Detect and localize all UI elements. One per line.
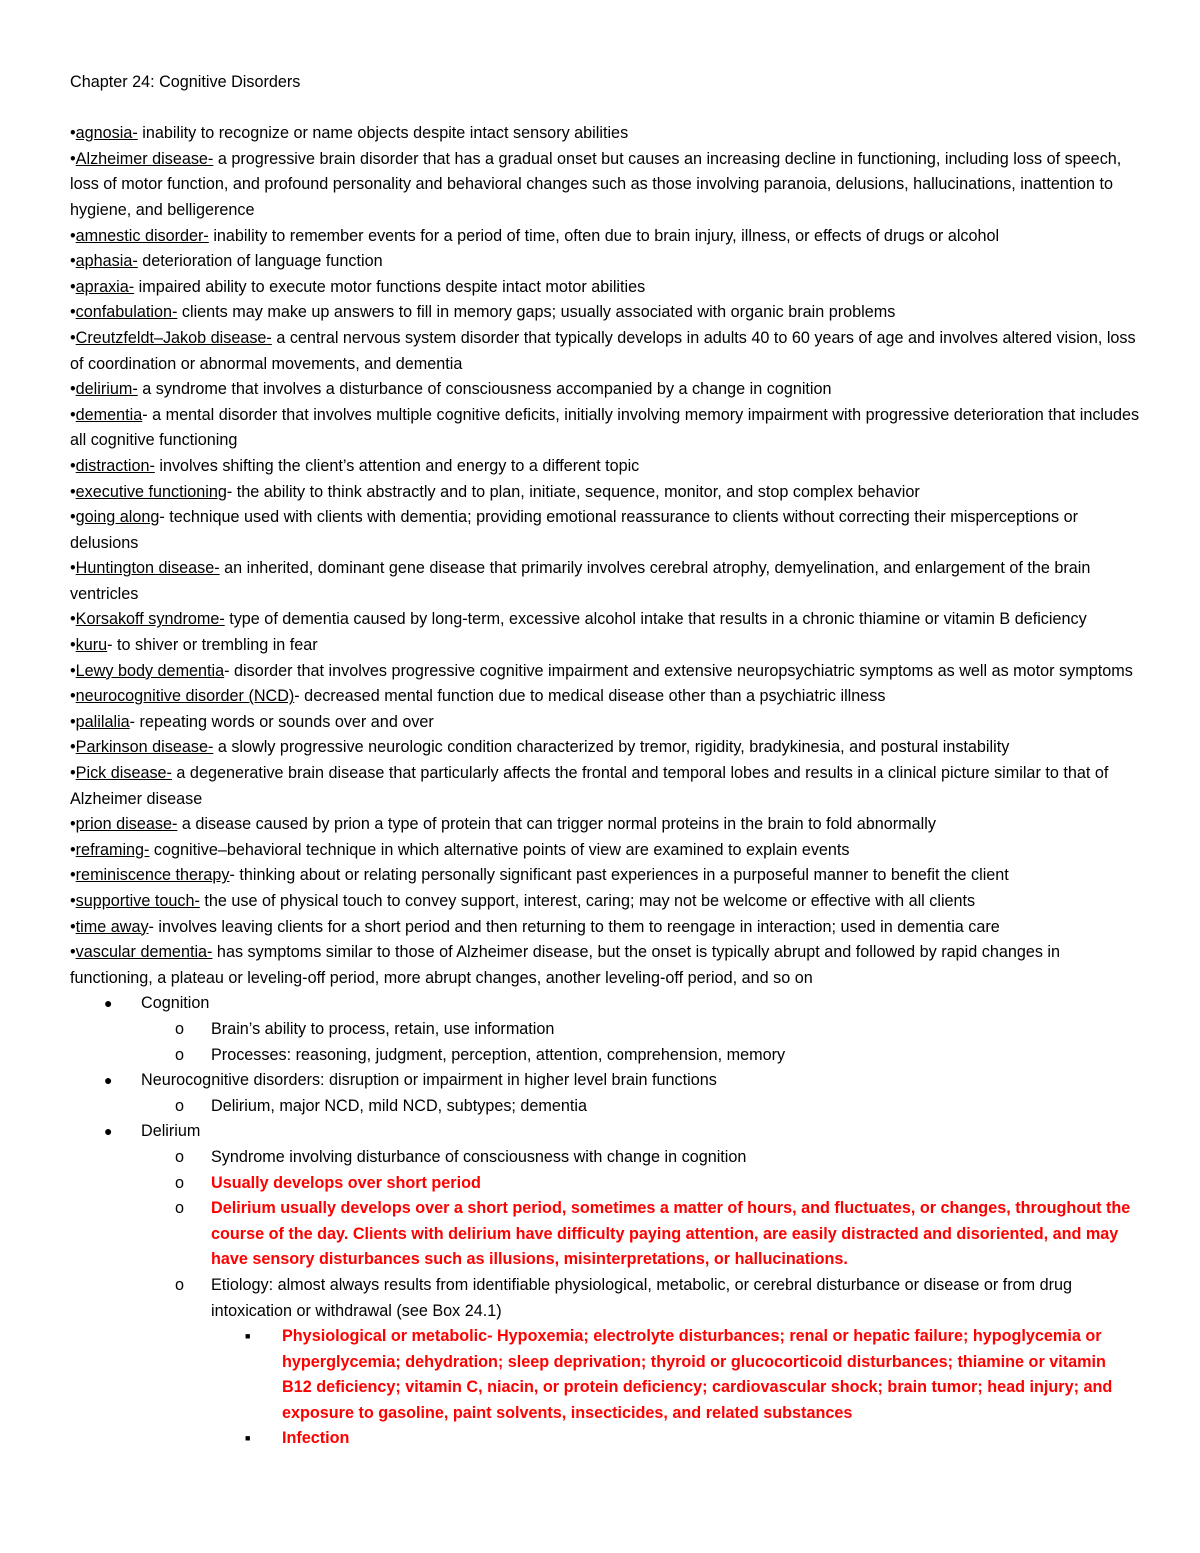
bullet-icon: • [70,456,76,475]
outline-text: Cognition [141,994,210,1013]
glossary-definition: - repeating words or sounds over and over [129,712,434,731]
hollow-bullet-icon: o [175,1096,185,1115]
glossary-definition: an inherited, dominant gene disease that primarily involves cerebral atrophy, demyelination, and enlargement of the brain ventricles [70,559,1091,603]
bullet-icon: • [70,277,76,296]
glossary-term: time away [75,917,149,936]
glossary-entry [70,480,1140,506]
bullet-icon: • [70,712,76,731]
glossary-definition: - technique used with clients with dementia; providing emotional reassurance to clients without correcting their misperceptions or delusions [70,508,1079,552]
square-bullet-icon: ■ [245,1331,251,1342]
glossary-definition: has symptoms similar to those of Alzheimer disease, but the onset is typically abrupt and followed by rapid changes in functioning, a plateau or leveling-off period, more abrupt changes, another leveling-off period, and so on [70,943,1061,987]
outline-text: Delirium usually develops over a short period, sometimes a matter of hours, and fluctuates, or changes, throughout the course of the day. Clients with delirium have difficulty paying attention, are easily distracted and disoriented, and may have sensory disturbances such as illusions, misinterpretations, or hallucinations. [211,1199,1131,1269]
glossary-definition: cognitive–behavioral technique in which alternative points of view are examined to explain events [149,840,850,859]
outline-item-level-2 [70,1043,1140,1069]
hollow-bullet-icon: o [175,1173,185,1192]
glossary-term: executive functioning [75,482,227,501]
outline-text: Usually develops over short period [211,1173,481,1192]
glossary-term: Parkinson disease- [75,738,214,757]
outline-item-level-1 [70,1119,1140,1145]
bullet-icon: • [70,124,76,143]
glossary-entry [70,940,1140,991]
bullet-icon: • [70,840,76,859]
bullet-icon: • [70,226,76,245]
hollow-bullet-icon: o [175,1199,185,1218]
glossary-entry [70,684,1140,710]
glossary-entry [70,505,1140,556]
bullet-icon: • [70,610,76,629]
bullet-icon: • [70,482,76,501]
glossary-definition: inability to remember events for a period of time, often due to brain injury, illness, or effects of drugs or alcohol [208,226,1000,245]
filled-bullet-icon: ● [104,1072,113,1089]
filled-bullet-icon: ● [104,995,113,1012]
bullet-icon: • [70,815,76,834]
outline-text: Delirium, major NCD, mild NCD, subtypes; dementia [211,1096,588,1115]
hollow-bullet-icon: o [175,1275,185,1294]
bullet-icon: • [70,764,76,783]
bullet-icon: • [70,866,76,885]
bullet-icon: • [70,687,76,706]
bullet-icon: • [70,328,76,347]
glossary-definition: a central nervous system disorder that typically develops in adults 40 to 60 years of age and involves altered vision, loss of coordination or abnormal movements, and dementia [70,328,1136,373]
glossary-definition: - a mental disorder that involves multiple cognitive deficits, initially involving memory impairment with progressive deterioration that includes all cognitive functioning [70,405,1140,450]
bullet-icon: • [70,149,76,168]
outline-text: Processes: reasoning, judgment, perception, attention, comprehension, memory [211,1045,786,1064]
outline-item-level-2 [70,1273,1140,1324]
bullet-icon: • [70,636,76,655]
glossary-definition: inability to recognize or name objects despite intact sensory abilities [137,124,629,143]
glossary-term: Alzheimer disease- [75,149,214,168]
glossary-term: dementia [75,405,143,424]
glossary-entry [70,249,1140,275]
outline-item-level-2 [70,1145,1140,1171]
bullet-icon: • [70,380,76,399]
bullet-icon: • [70,303,76,322]
glossary-entry [70,761,1140,812]
glossary-term: Creutzfeldt–Jakob disease- [75,328,272,347]
outline-text: Physiological or metabolic- Hypoxemia; electrolyte disturbances; renal or hepatic failure; hypoglycemia or hyperglycemia; dehydration; sleep deprivation; thyroid or glucocorticoid disturbances; thiamine or vitamin B12 deficiency; vitamin C, niacin, or protein deficiency; cardiovascular shock; brain tumor; head injury; and exposure to gasoline, paint solvents, insecticides, and related substances [282,1327,1113,1422]
bullet-icon: • [70,892,76,910]
glossary-entry [70,607,1140,633]
outline-text: Neurocognitive disorders: disruption or impairment in higher level brain functions [141,1071,717,1090]
bullet-icon: • [70,405,76,424]
bullet-icon: • [70,508,76,527]
outline-text: Etiology: almost always results from identifiable physiological, metabolic, or cerebral disturbance or disease or from drug intoxication or withdrawal (see Box 24.1) [211,1275,1073,1320]
glossary-entry [70,889,1140,915]
glossary-entry [70,275,1140,301]
outline-item-level-2 [70,1196,1140,1273]
outline-item-level-1 [70,991,1140,1017]
glossary-definition: - decreased mental function due to medical disease other than a psychiatric illness [294,687,886,706]
glossary-entry [70,633,1140,659]
glossary-term: reframing- [75,840,150,859]
glossary-term: reminiscence therapy [75,866,230,885]
glossary-term: distraction- [75,456,155,475]
glossary-definition: clients may make up answers to fill in memory gaps; usually associated with organic brain problems [177,303,896,322]
glossary-entry [70,377,1140,403]
glossary-term: apraxia- [75,277,135,296]
glossary-entry [70,300,1140,326]
hollow-bullet-icon: o [175,1045,185,1064]
glossary-entry [70,735,1140,761]
outline-item-level-1 [70,1068,1140,1094]
glossary-term: Korsakoff syndrome- [75,610,225,629]
glossary-definition: a syndrome that involves a disturbance of consciousness accompanied by a change in cognition [137,380,832,399]
outline-item-level-3 [70,1426,1140,1452]
bullet-icon: • [70,738,76,757]
outline-item-level-2 [70,1094,1140,1120]
glossary-entry [70,326,1140,377]
glossary-term: confabulation- [75,303,178,322]
glossary-definition: - to shiver or trembling in fear [107,636,318,655]
glossary-definition: the use of physical touch to convey support, interest, caring; may not be welcome or effective with all clients [199,892,976,910]
glossary-definition: a progressive brain disorder that has a gradual onset but causes an increasing decline in functioning, including loss of speech, loss of motor function, and profound personality and behavioral changes such as those involving paranoia, delusions, hallucinations, inattention to hygiene, and belligerence [70,149,1122,219]
glossary-definition: a disease caused by prion a type of protein that can trigger normal proteins in the brain to fold abnormally [177,815,936,834]
glossary-entry [70,915,1140,941]
glossary-entry [70,710,1140,736]
outline-item-level-2 [70,1171,1140,1197]
glossary-definition: a slowly progressive neurologic condition characterized by tremor, rigidity, bradykinesia, and postural instability [213,738,1010,757]
bullet-icon: • [70,252,76,271]
glossary-definition: type of dementia caused by long-term, excessive alcohol intake that results in a chronic thiamine or vitamin B deficiency [224,610,1087,629]
glossary-term: supportive touch- [75,892,200,910]
glossary-definition: a degenerative brain disease that particularly affects the frontal and temporal lobes and results in a clinical picture similar to that of Alzheimer disease [70,764,1109,808]
glossary-term: vascular dementia- [75,943,213,962]
square-bullet-icon: ■ [245,1433,251,1444]
glossary-term: kuru [75,636,108,655]
glossary-entry [70,454,1140,480]
glossary-term: neurocognitive disorder (NCD) [75,687,295,706]
glossary-list [70,121,1140,991]
outline-text: Syndrome involving disturbance of consciousness with change in cognition [211,1147,747,1166]
glossary-entry [70,863,1140,889]
outline-item-level-2 [70,1017,1140,1043]
glossary-definition: - disorder that involves progressive cognitive impairment and extensive neuropsychiatric symptoms as well as motor symptoms [224,661,1133,680]
glossary-term: Pick disease- [75,764,172,783]
glossary-definition: involves shifting the client’s attention and energy to a different topic [154,456,640,475]
glossary-term: delirium- [75,380,138,399]
bullet-icon: • [70,943,76,962]
glossary-entry [70,659,1140,685]
glossary-entry [70,224,1140,250]
bullet-icon: • [70,917,76,936]
glossary-entry [70,403,1140,454]
glossary-term: Lewy body dementia [75,661,225,680]
glossary-term: going along [75,508,160,527]
bullet-icon: • [70,559,76,578]
glossary-term: prion disease- [75,815,178,834]
page-title: Chapter 24: Cognitive Disorders [70,73,301,91]
outline-text: Brain’s ability to process, retain, use information [211,1019,555,1038]
glossary-definition: - involves leaving clients for a short period and then returning to them to reengage in interaction; used in dementia care [148,917,1000,936]
glossary-entry [70,812,1140,838]
bullet-icon: • [70,661,76,680]
glossary-definition: impaired ability to execute motor functions despite intact motor abilities [134,277,646,296]
outline-text: Delirium [141,1122,201,1141]
outline-text: Infection [282,1429,350,1448]
filled-bullet-icon: ● [104,1123,113,1140]
glossary-term: amnestic disorder- [75,226,209,245]
glossary-entry [70,121,1140,147]
glossary-entry [70,556,1140,607]
glossary-term: Huntington disease- [75,559,220,578]
glossary-definition: - thinking about or relating personally significant past experiences in a purposeful manner to benefit the client [229,866,1009,885]
glossary-entry [70,838,1140,864]
outline-item-level-3 [70,1324,1140,1426]
glossary-definition: - the ability to think abstractly and to plan, initiate, sequence, monitor, and stop complex behavior [226,482,920,501]
glossary-definition: deterioration of language function [137,252,383,271]
hollow-bullet-icon: o [175,1147,185,1166]
hollow-bullet-icon: o [175,1019,185,1038]
glossary-term: aphasia- [75,252,138,271]
glossary-term: agnosia- [75,124,138,143]
glossary-entry [70,147,1140,224]
glossary-term: palilalia [75,712,130,731]
outline-list [70,991,1140,1452]
